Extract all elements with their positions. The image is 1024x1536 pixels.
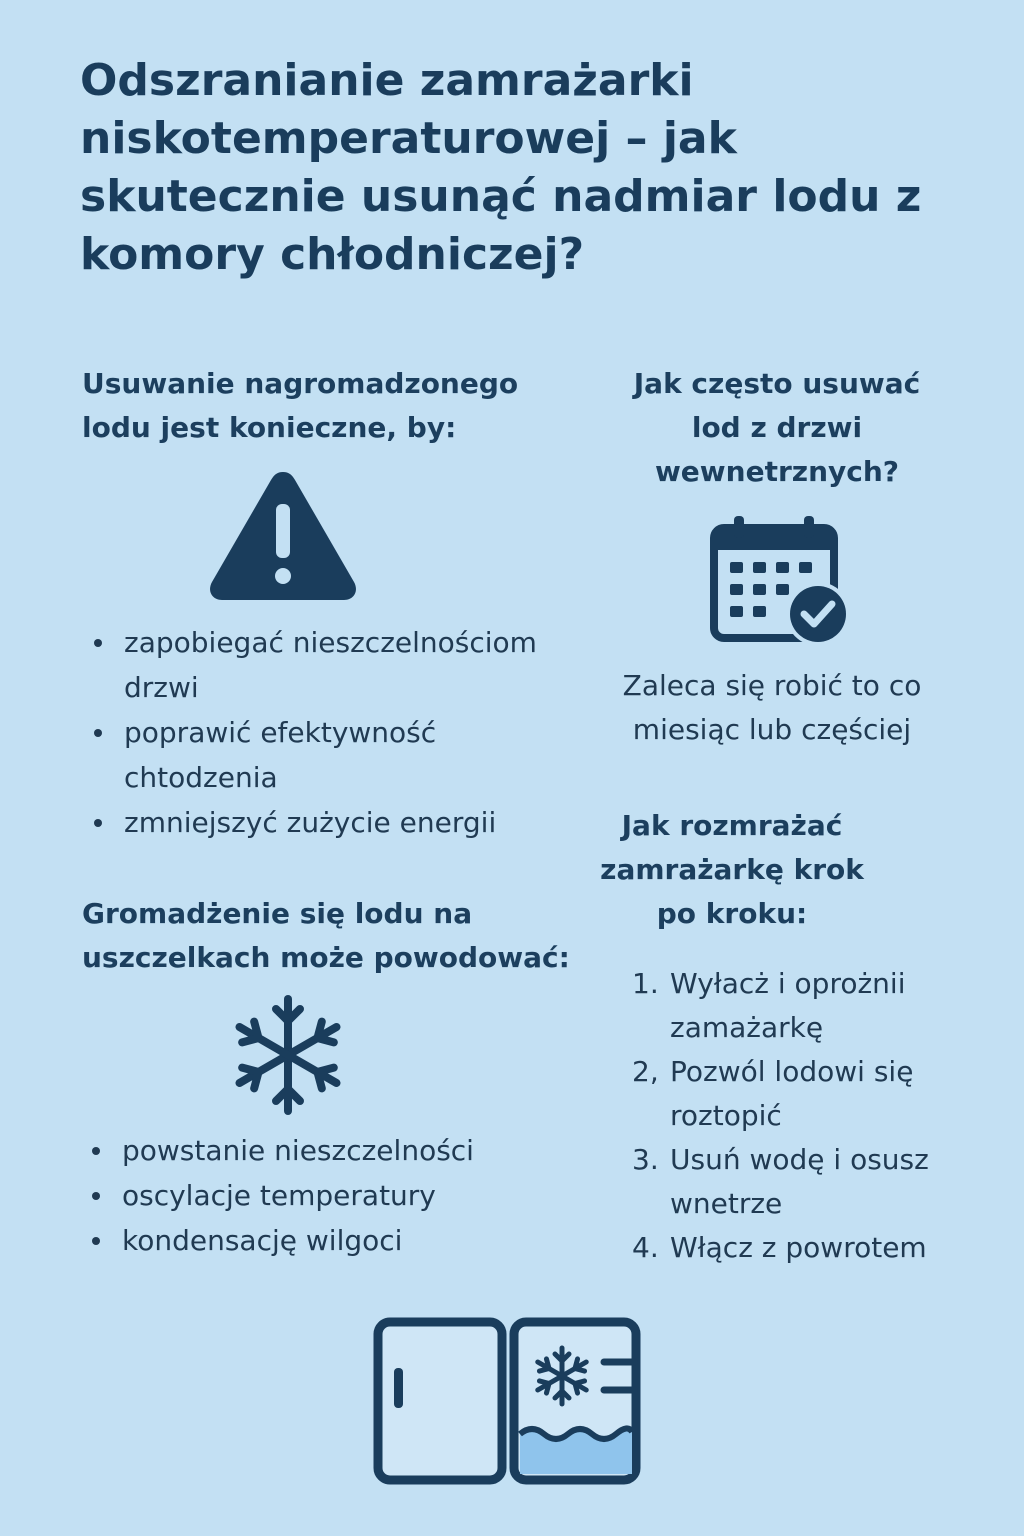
reasons-list <box>82 620 552 845</box>
step-item <box>632 1050 962 1138</box>
step-item <box>632 1138 962 1226</box>
section-heading-steps: Jak rozmrażać zamrażarkę krok po kroku: <box>600 809 864 930</box>
freezer-defrost-icon <box>372 1316 642 1486</box>
step-text: Pozwól lodowi się roztopić <box>670 1055 914 1132</box>
step-number: 3. <box>632 1143 659 1176</box>
step-number: 2, <box>632 1055 659 1088</box>
section-heading-frequency: Jak często usuwać lod z drzwi wewnetrznych? <box>633 367 921 488</box>
section-heading-effects: Gromadżenie się lodu na uszczelkach może powodować: <box>82 897 570 974</box>
section-heading-why: Usuwanie nagromadzonego lodu jest konieczne, by: <box>82 367 519 444</box>
list-item: zmniejszyć zużycie energii <box>82 800 552 845</box>
step-item <box>632 962 962 1050</box>
warning-icon <box>206 466 360 604</box>
list-item: oscylacje temperatury <box>80 1173 560 1218</box>
snowflake-icon <box>232 994 344 1116</box>
frequency-text: Zaleca się robić to co miesiąc lub częściej <box>622 669 922 746</box>
list-item: kondensację wilgoci <box>80 1218 560 1263</box>
step-number: 4. <box>632 1231 659 1264</box>
list-item: poprawić efektywność chtodzenia <box>82 710 552 800</box>
steps-list <box>632 962 962 1270</box>
calendar-check-icon <box>708 514 854 646</box>
step-text: Usuń wodę i osusz wnetrze <box>670 1143 929 1220</box>
list-item: zapobiegać nieszczelnościom drzwi <box>82 620 552 710</box>
page-title: Odszranianie zamrażarki niskotemperaturowej – jak skutecznie usunąć nadmiar lodu z komory chłodniczej? <box>80 55 922 280</box>
step-text: Włącz z powrotem <box>670 1231 927 1264</box>
step-text: Wyłacż i oprożnii zamażarkę <box>670 967 906 1044</box>
step-item <box>632 1226 962 1270</box>
effects-list <box>80 1128 560 1263</box>
list-item: powstanie nieszczelności <box>80 1128 560 1173</box>
step-number: 1. <box>632 967 659 1000</box>
